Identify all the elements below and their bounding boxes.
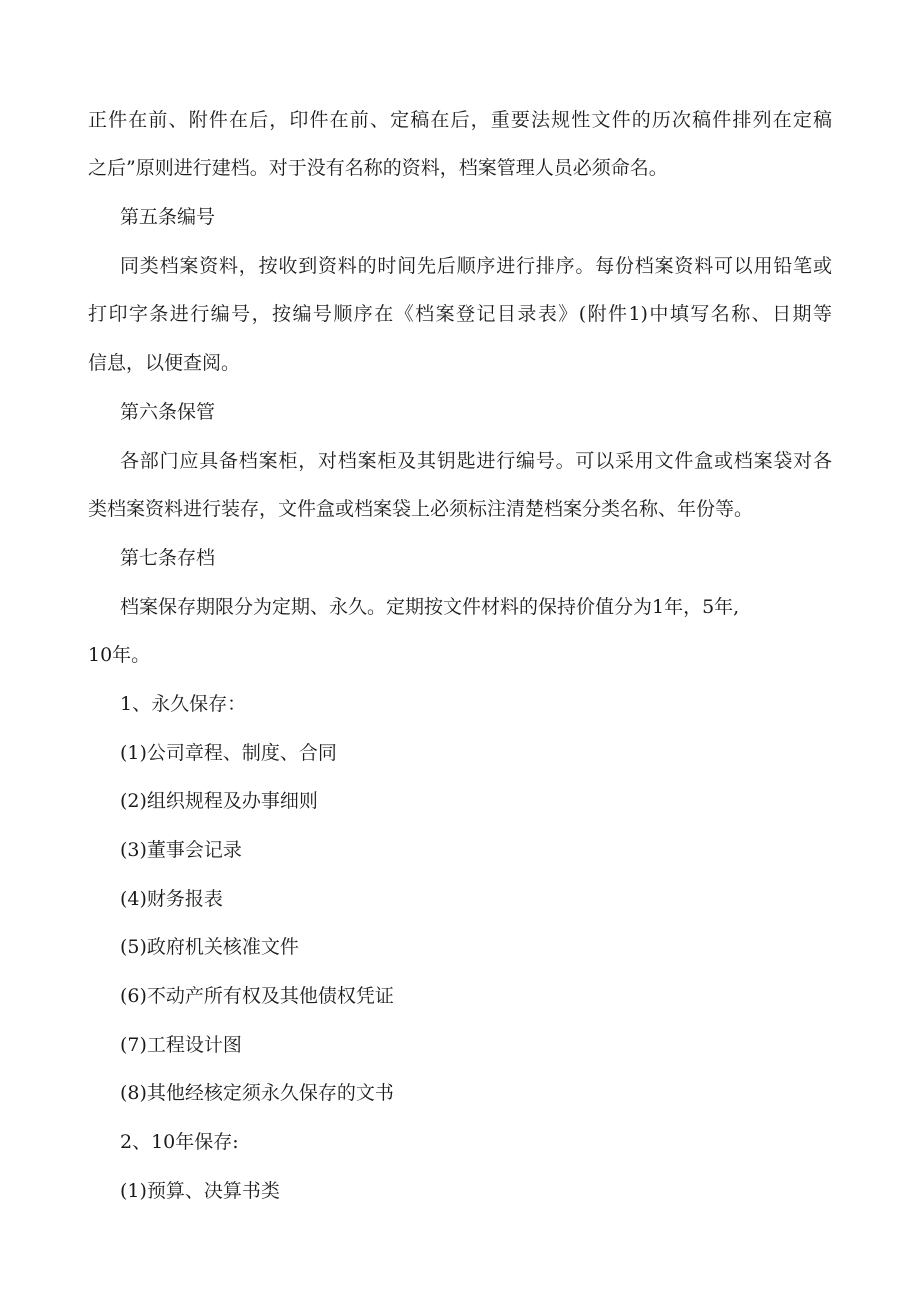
list-item: (6)不动产所有权及其他债权凭证 xyxy=(120,985,394,1007)
list-heading-permanent: 1、永久保存： xyxy=(120,693,247,715)
section-heading-6: 第六条保管 xyxy=(120,401,216,423)
paragraph-line: 档案保存期限分为定期、永久。定期按文件材料的保持价值分为1年，5年, xyxy=(120,596,740,618)
paragraph-line: 之后”原则进行建档。对于没有名称的资料，档案管理人员必须命名。 xyxy=(88,157,668,179)
list-item: (2)组织规程及办事细则 xyxy=(120,790,318,812)
list-item: (4)财务报表 xyxy=(120,888,223,910)
list-item: (1)公司章程、制度、合同 xyxy=(120,742,337,764)
paragraph-line: 信息，以便查阅。 xyxy=(88,352,241,374)
section-heading-7: 第七条存档 xyxy=(120,547,216,569)
list-heading-10-years: 2、10年保存: xyxy=(120,1131,239,1153)
list-item: (1)预算、决算书类 xyxy=(120,1180,280,1202)
paragraph-line: 各部门应具备档案柜，对档案柜及其钥匙进行编号。可以采用文件盒或档案袋对各 xyxy=(120,450,832,472)
paragraph-line: 10年。 xyxy=(88,644,151,666)
list-item: (7)工程设计图 xyxy=(120,1034,242,1056)
list-item: (5)政府机关核准文件 xyxy=(120,936,299,958)
list-item: (8)其他经核定须永久保存的文书 xyxy=(120,1082,394,1104)
paragraph-line: 类档案资料进行装存，文件盒或档案袋上必须标注清楚档案分类名称、年份等。 xyxy=(88,498,754,520)
paragraph-line: 同类档案资料，按收到资料的时间先后顺序进行排序。每份档案资料可以用铅笔或 xyxy=(120,255,832,277)
section-heading-5: 第五条编号 xyxy=(120,206,216,228)
list-item: (3)董事会记录 xyxy=(120,839,242,861)
paragraph-line: 打印字条进行编号，按编号顺序在《档案登记目录表》(附件1)中填写名称、日期等 xyxy=(88,303,832,325)
paragraph-line: 正件在前、附件在后，印件在前、定稿在后，重要法规性文件的历次稿件排列在定稿 xyxy=(88,109,832,131)
